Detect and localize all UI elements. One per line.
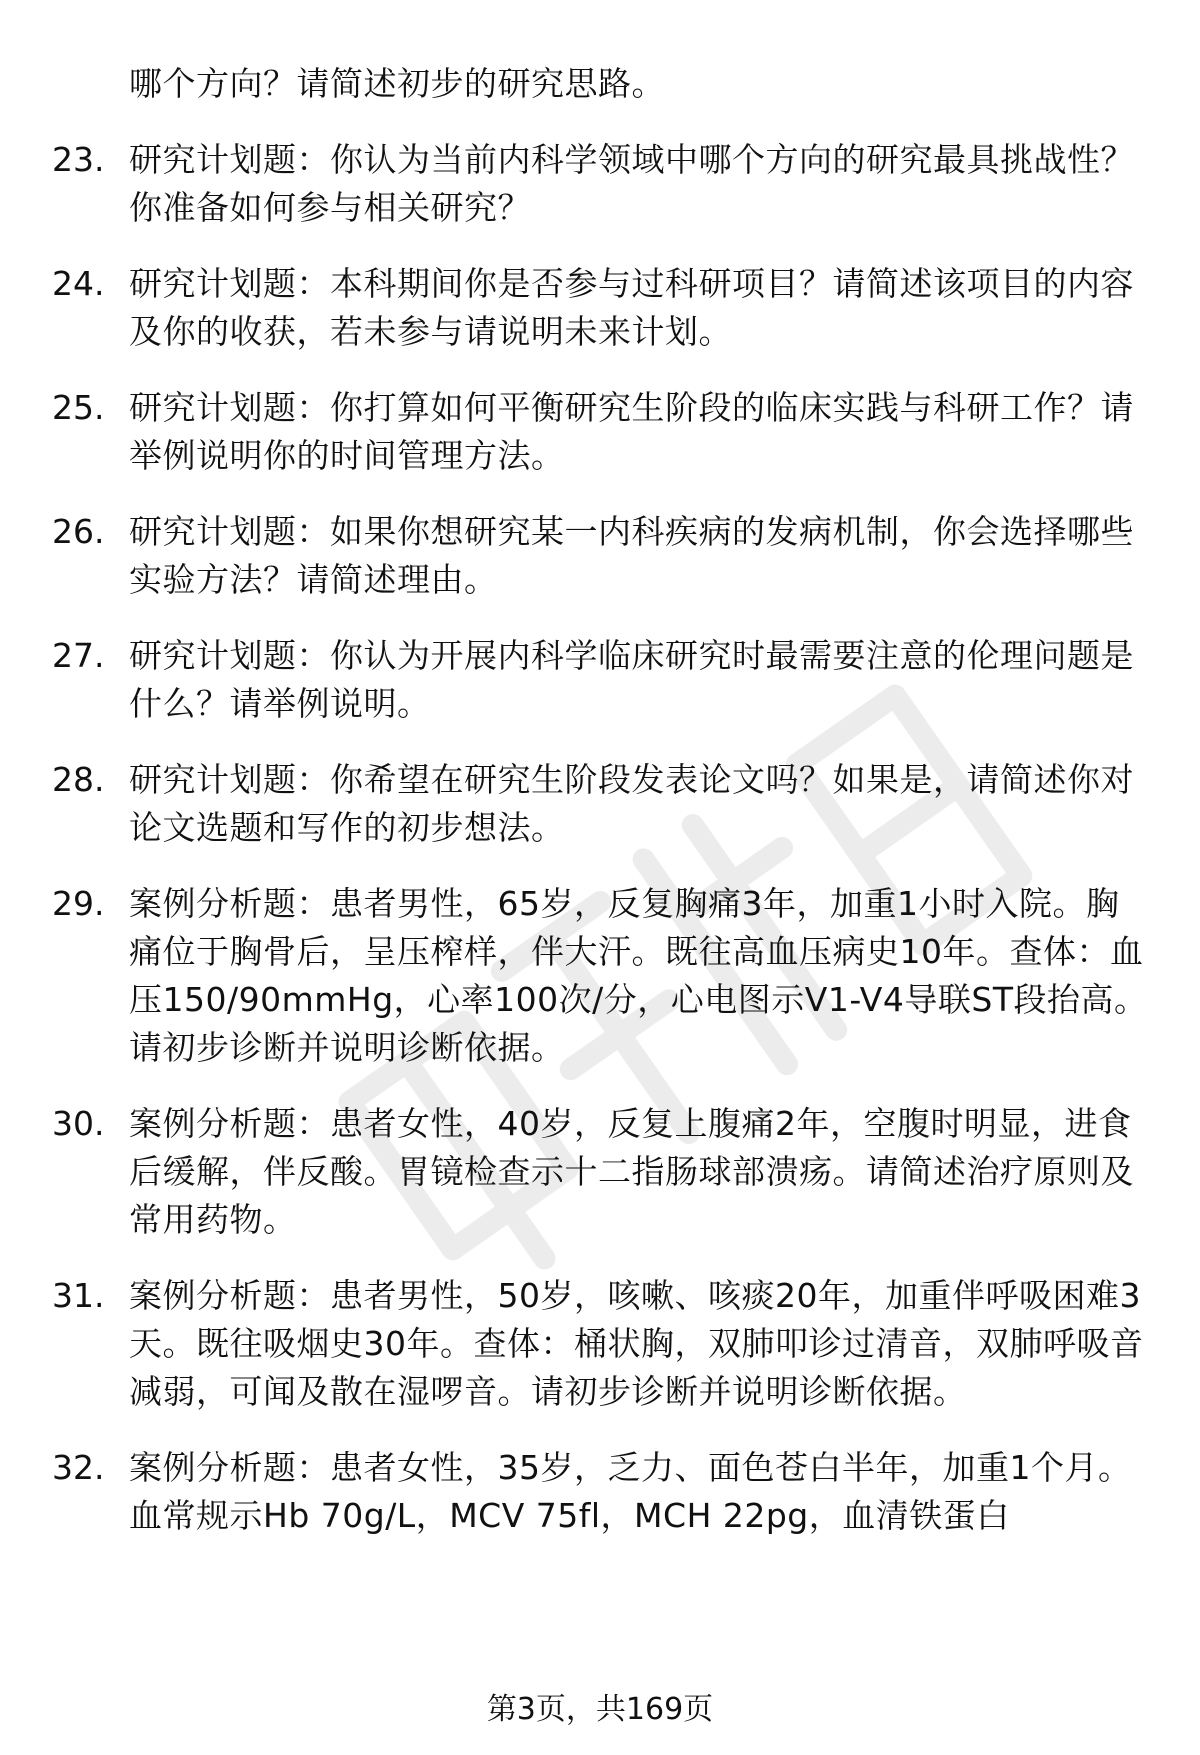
list-item: [52, 632, 1152, 728]
item-text: 案例分析题：患者女性，35岁，乏力、面色苍白半年，加重1个月。血常规示Hb 70g/L，MCV 75fl，MCH 22pg，血清铁蛋白: [129, 1448, 1132, 1535]
item-number: 32.: [52, 1448, 105, 1487]
item-text: 研究计划题：本科期间你是否参与过科研项目？请简述该项目的内容及你的收获，若未参与请说明未来计划。: [129, 264, 1134, 351]
item-number: 25.: [52, 388, 105, 427]
question-list: [52, 60, 1152, 1568]
item-number: 28.: [52, 760, 105, 799]
list-item: [52, 880, 1152, 1072]
list-item: [52, 756, 1152, 852]
item-text: 研究计划题：如果你想研究某一内科疾病的发病机制，你会选择哪些实验方法？请简述理由。: [129, 512, 1134, 599]
item-text: 研究计划题：你希望在研究生阶段发表论文吗？如果是，请简述你对论文选题和写作的初步想法。: [129, 760, 1134, 847]
list-item: [52, 1272, 1152, 1416]
item-text: 研究计划题：你认为当前内科学领域中哪个方向的研究最具挑战性？你准备如何参与相关研究？: [129, 140, 1134, 227]
list-item: [52, 136, 1152, 232]
list-item: [52, 260, 1152, 356]
item-number: 27.: [52, 636, 105, 675]
list-item: [52, 1100, 1152, 1244]
item-text: 案例分析题：患者女性，40岁，反复上腹痛2年，空腹时明显，进食后缓解，伴反酸。胃镜检查示十二指肠球部溃疡。请简述治疗原则及常用药物。: [129, 1104, 1134, 1239]
item-number: 31.: [52, 1276, 105, 1315]
item-number: 29.: [52, 884, 105, 923]
page-number-footer: 第3页，共169页: [486, 1692, 714, 1727]
list-item: [52, 1444, 1152, 1540]
list-item: [52, 384, 1152, 480]
item-text: 案例分析题：患者男性，65岁，反复胸痛3年，加重1小时入院。胸痛位于胸骨后，呈压榨样，伴大汗。既往高血压病史10年。查体：血压150/90mmHg，心率100次/分，心电图示V1-V4导联ST段抬高。请初步诊断并说明诊断依据。: [129, 884, 1148, 1067]
continued-text: 哪个方向？请简述初步的研究思路。: [129, 64, 665, 103]
item-number: 26.: [52, 512, 105, 551]
item-number: 24.: [52, 264, 105, 303]
item-text: 研究计划题：你打算如何平衡研究生阶段的临床实践与科研工作？请举例说明你的时间管理方法。: [129, 388, 1134, 475]
item-number: 30.: [52, 1104, 105, 1143]
list-item: [52, 508, 1152, 604]
item-number: 23.: [52, 140, 105, 179]
item-text: 研究计划题：你认为开展内科学临床研究时最需要注意的伦理问题是什么？请举例说明。: [129, 636, 1134, 723]
item-text: 案例分析题：患者男性，50岁，咳嗽、咳痰20年，加重伴呼吸困难3天。既往吸烟史30年。查体：桶状胸，双肺叩诊过清音，双肺呼吸音减弱，可闻及散在湿啰音。请初步诊断并说明诊断依据。: [129, 1276, 1144, 1411]
